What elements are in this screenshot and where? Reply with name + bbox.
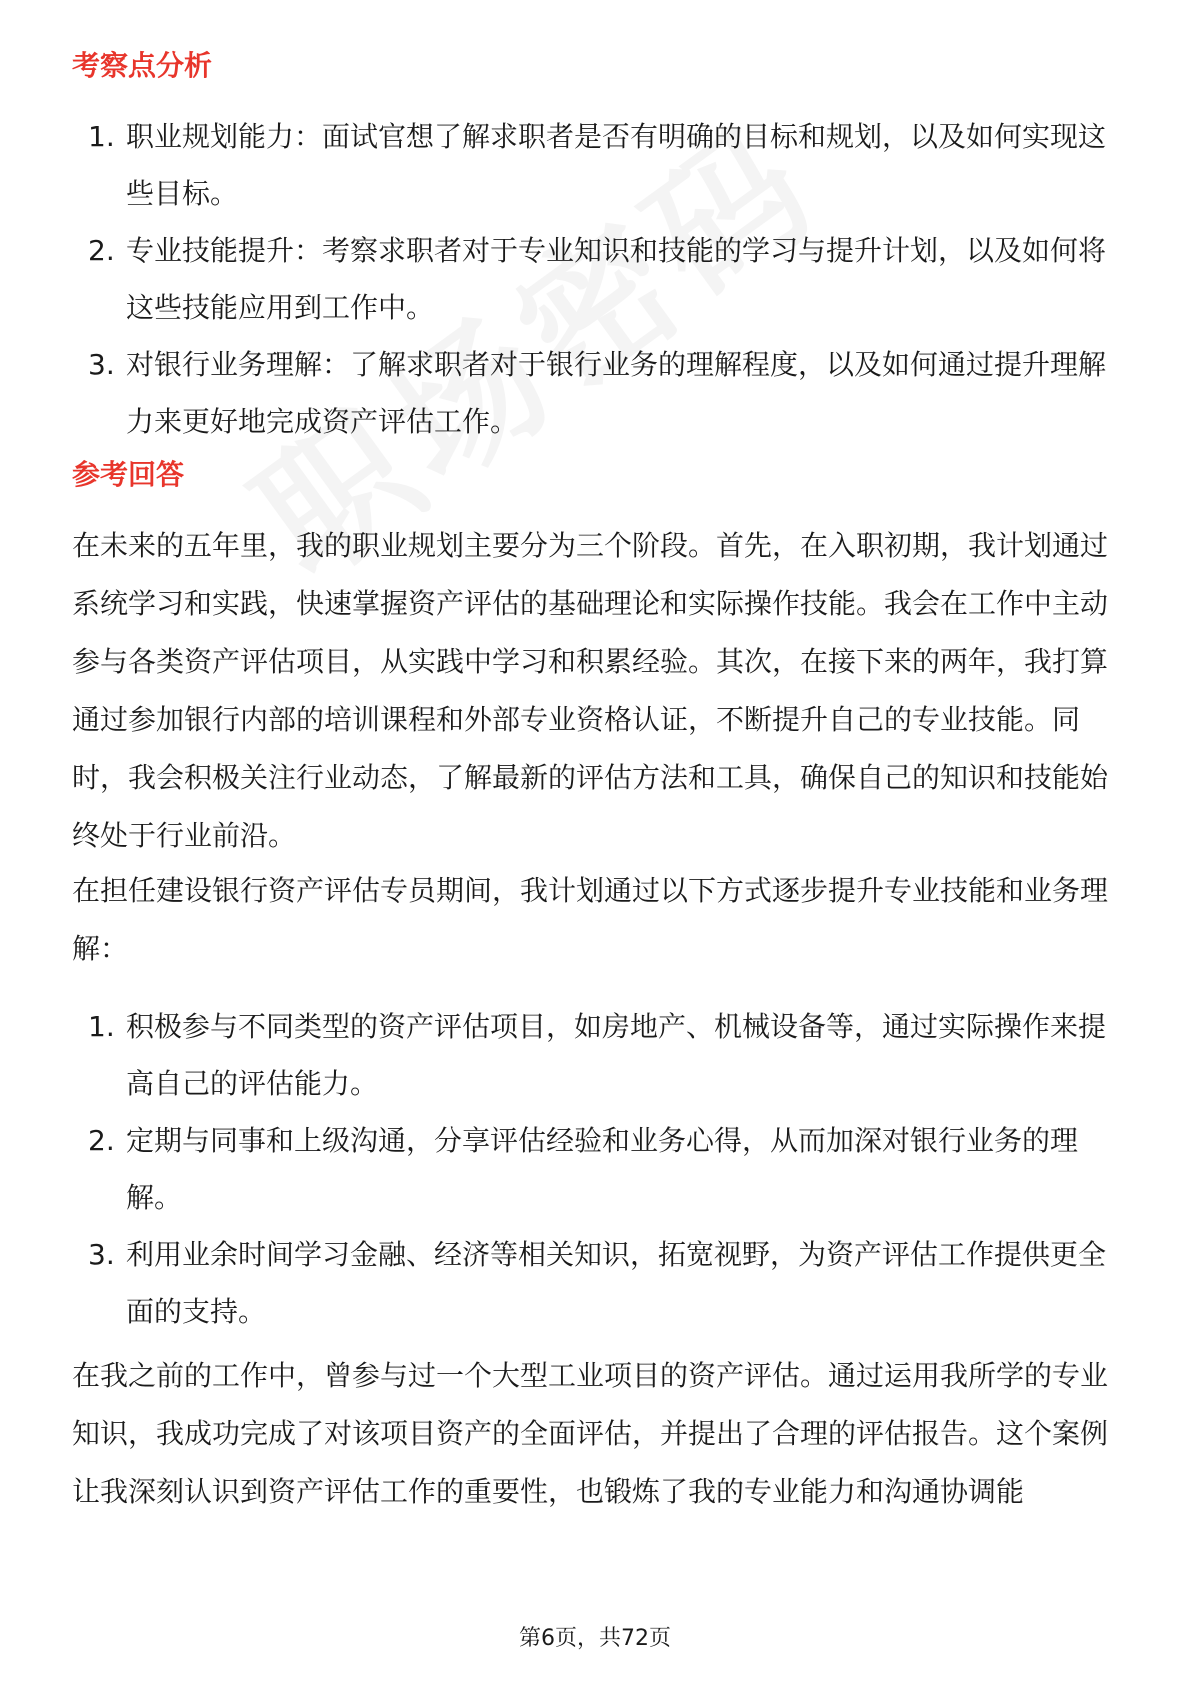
list-item	[72, 336, 1122, 450]
list-item	[72, 222, 1122, 336]
answer-paragraph-2: 在担任建设银行资产评估专员期间，我计划通过以下方式逐步提升专业技能和业务理解：	[72, 874, 1109, 965]
section-heading-analysis: 考察点分析	[72, 49, 213, 82]
list-item	[72, 108, 1122, 222]
list-item-text: 职业规划能力：面试官想了解求职者是否有明确的目标和规划，以及如何实现这些目标。	[126, 120, 1107, 210]
answer-paragraph-3: 在我之前的工作中，曾参与过一个大型工业项目的资产评估。通过运用我所学的专业知识，我成功完成了对该项目资产的全面评估，并提出了合理的评估报告。这个案例让我深刻认识到资产评估工作的重要性，也锻炼了我的专业能力和沟通协调能	[72, 1359, 1109, 1508]
list-number: 3.	[88, 348, 115, 381]
list-item-text: 专业技能提升：考察求职者对于专业知识和技能的学习与提升计划，以及如何将这些技能应用到工作中。	[126, 234, 1107, 324]
list-number: 2.	[88, 234, 115, 267]
list-item-text: 利用业余时间学习金融、经济等相关知识，拓宽视野，为资产评估工作提供更全面的支持。	[126, 1238, 1107, 1328]
analysis-list	[72, 108, 1122, 450]
list-number: 2.	[88, 1124, 115, 1157]
list-item-text: 定期与同事和上级沟通，分享评估经验和业务心得，从而加深对银行业务的理解。	[126, 1124, 1079, 1214]
list-item	[72, 998, 1122, 1112]
list-number: 3.	[88, 1238, 115, 1271]
list-item	[72, 1112, 1122, 1226]
answer-list	[72, 998, 1122, 1340]
page-number-footer: 第6页，共72页	[519, 1626, 671, 1651]
list-item	[72, 1226, 1122, 1340]
list-number: 1.	[88, 1010, 115, 1043]
answer-paragraph-1: 在未来的五年里，我的职业规划主要分为三个阶段。首先，在入职初期，我计划通过系统学习和实践，快速掌握资产评估的基础理论和实际操作技能。我会在工作中主动参与各类资产评估项目，从实践中学习和积累经验。其次，在接下来的两年，我打算通过参加银行内部的培训课程和外部专业资格认证，不断提升自己的专业技能。同时，我会积极关注行业动态，了解最新的评估方法和工具，确保自己的知识和技能始终处于行业前沿。	[72, 529, 1109, 852]
section-heading-reference-answer: 参考回答	[72, 458, 185, 491]
list-number: 1.	[88, 120, 115, 153]
list-item-text: 积极参与不同类型的资产评估项目，如房地产、机械设备等，通过实际操作来提高自己的评估能力。	[126, 1010, 1107, 1100]
list-item-text: 对银行业务理解：了解求职者对于银行业务的理解程度，以及如何通过提升理解力来更好地完成资产评估工作。	[126, 348, 1107, 438]
